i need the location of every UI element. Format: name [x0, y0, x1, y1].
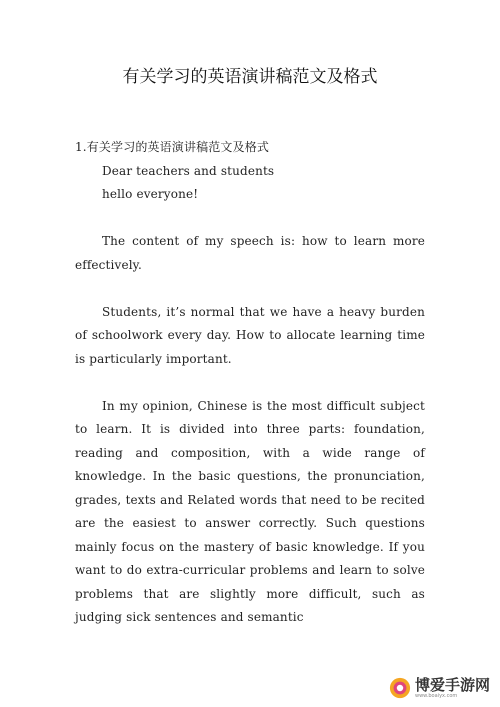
greeting-line: hello everyone! — [102, 187, 199, 201]
paragraph: Students, it’s normal that we have a heavy burden of schoolwork every day. How to allocate learning time is particularly important. — [75, 304, 425, 366]
paragraph: The content of my speech is: how to learn more effectively. — [75, 234, 425, 272]
page-title: 有关学习的英语演讲稿范文及格式 — [122, 67, 378, 87]
watermark-text: 博爱手游网 — [414, 675, 490, 694]
game-logo-icon — [389, 677, 411, 699]
paragraph: In my opinion, Chinese is the most difficult subject to learn. It is divided into three parts: foundation, reading and composition, with a wide range of knowledge. In the basic questions, the pronunciation, grades, texts and Related words that need to be recited are the easiest to answer correctly. Such questions mainly focus on the mastery of basic knowledge. If you want to do extra-curricular problems and learn to solve problems that are slightly more difficult, such as judging sick sentences and semantic — [75, 398, 425, 624]
section-heading: 1.有关学习的英语演讲稿范文及格式 — [75, 140, 270, 154]
site-watermark — [385, 675, 494, 701]
greeting-line: Dear teachers and students — [102, 163, 275, 178]
watermark-subtext: www.boaiyx.com — [414, 692, 458, 699]
document-body — [75, 136, 425, 630]
